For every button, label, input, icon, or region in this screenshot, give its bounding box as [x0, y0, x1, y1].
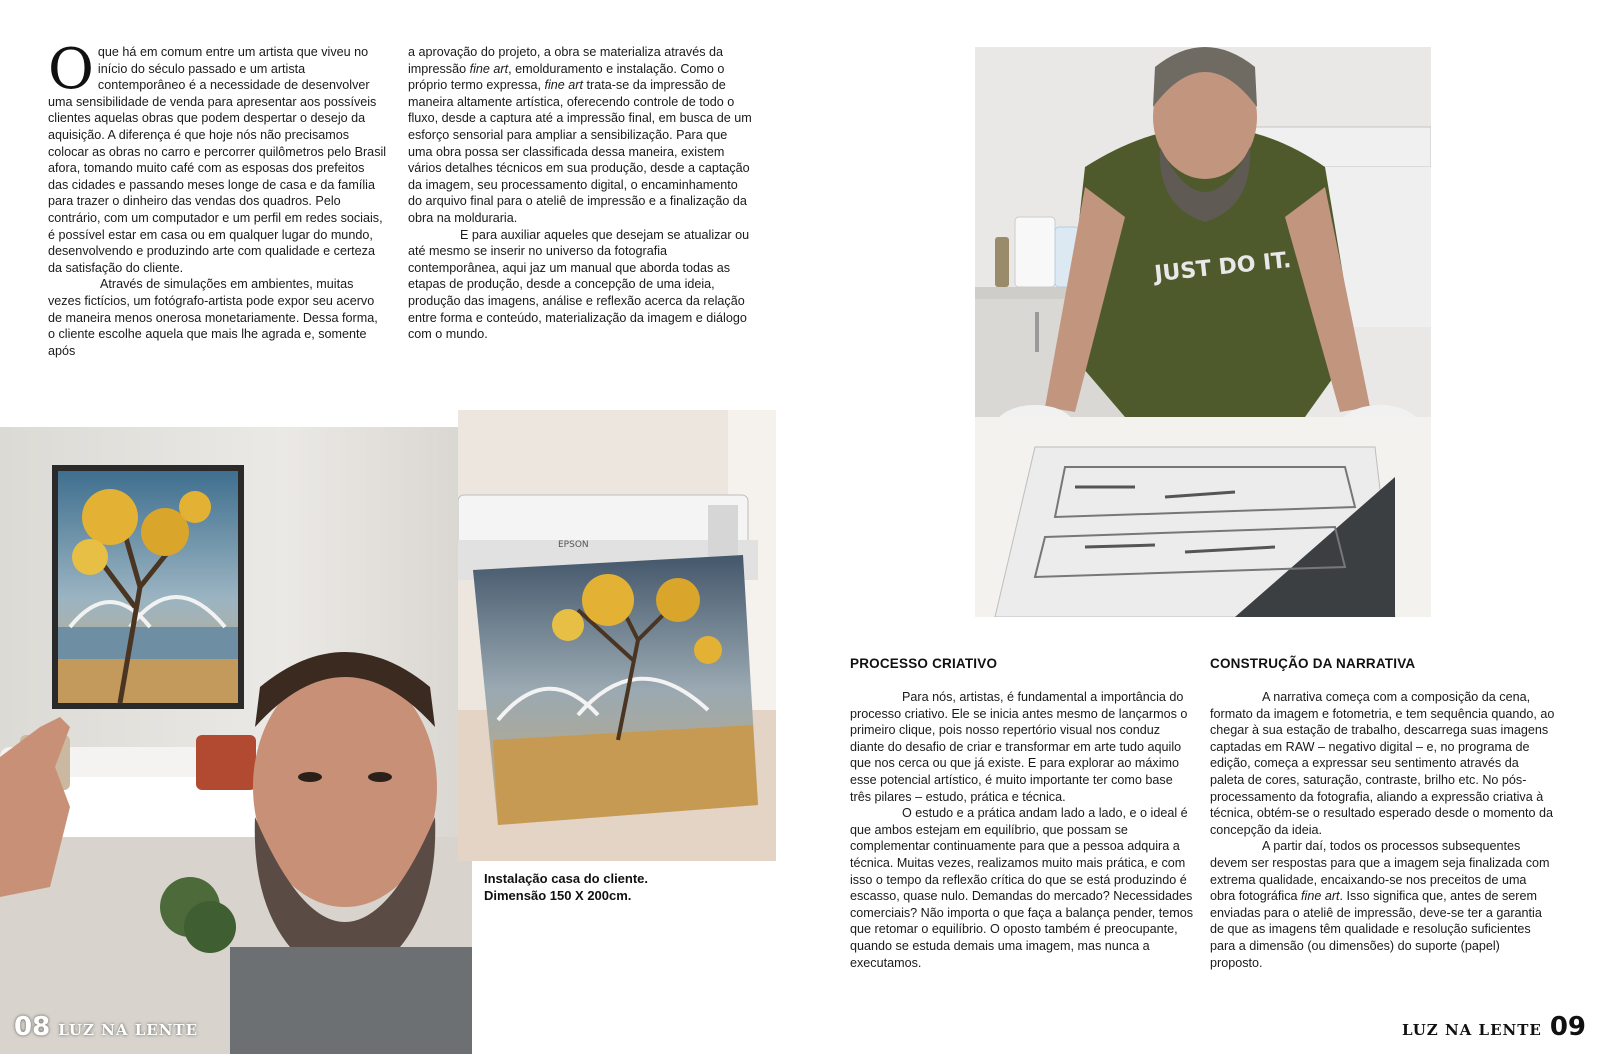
- section-heading-processo-criativo: PROCESSO CRIATIVO: [850, 656, 998, 671]
- article-column-4: [1210, 689, 1555, 971]
- photo-caption: [484, 870, 648, 904]
- footer-right: [1402, 1012, 1586, 1042]
- paragraph: Através de simulações em ambientes, muitas vezes fictícios, um fotógrafo-artista pode expor seu acervo de maneira menos onerosa monetariamente. Dessa forma, o cliente escolhe aquela que mais lhe agrada e, somente após: [48, 277, 378, 358]
- section-heading-construcao-da-narrativa: CONSTRUÇÃO DA NARRATIVA: [1210, 656, 1416, 671]
- room-illustration: [0, 427, 472, 1054]
- magazine-name: LUZ NA LENTE: [58, 1021, 199, 1039]
- intro-paragraph: [48, 37, 388, 276]
- drop-cap: O: [48, 37, 94, 102]
- article-column-2: [408, 44, 753, 343]
- emphasis: fine art: [1301, 889, 1340, 904]
- text-run: , emolduramento e instalação. Como o próprio termo expressa,: [408, 61, 725, 93]
- text-run: A partir daí, todos os processos subsequentes devem ser respostas para que a imagem seja finalizada com extrema qualidade, encaixando-se nos preceitos de uma obra fotográfica: [1210, 839, 1550, 904]
- caption-line: Dimensão 150 X 200cm.: [484, 888, 632, 903]
- artist-illustration: [975, 47, 1431, 617]
- text-run: . Isso significa que, antes de serem enviadas para o ateliê de impressão, deve-se ter a garantia de que as imagens têm qualidade e resolução suficientes para a dimensão (ou dimensões) do suporte (papel) proposto.: [1210, 889, 1542, 970]
- text-run: trata-se da impressão de maneira altamente artística, oferecendo controle de todo o fluxo, desde a captura até a impressão final, em busca de um esforço sensorial para ampliar a sensibilização. Para que uma obra possa ser classificada dessa maneira, existem vários detalhes técnicos em sua produção, desde a captação da imagem, seu processamento digital, o encaminhamento do arquivo final para o ateliê de impressão e a finalização da obra na molduraria.: [408, 78, 752, 225]
- article-column-3: [850, 689, 1195, 971]
- photo-client-installation: [0, 427, 472, 1054]
- emphasis: fine art: [469, 61, 509, 76]
- caption-line: Instalação casa do cliente.: [484, 871, 649, 886]
- footer-left: [14, 1012, 198, 1042]
- emphasis: fine art: [544, 78, 584, 93]
- shirt-slogan: JUST DO IT.: [1153, 247, 1293, 288]
- magazine-name: LUZ NA LENTE: [1401, 1021, 1542, 1039]
- paragraph: [408, 44, 753, 227]
- paragraph: E para auxiliar aqueles que desejam se atualizar ou até mesmo se inserir no universo da fotografia contemporânea, aqui jaz um manual que aborda todas as etapas de produção, desde a concepção de uma ideia, produção das imagens, análise e reflexão acerca da relação entre forma e conteúdo, materialização da imagem e diálogo com o mundo.: [408, 227, 750, 342]
- photo-artist-inspecting-print: [975, 47, 1431, 617]
- printer-illustration: [458, 410, 776, 861]
- paragraph: [1210, 838, 1555, 971]
- page-number: 08: [14, 1012, 51, 1042]
- intro-text: que há em comum entre um artista que viveu no início do século passado e um artista contemporâneo é a necessidade de desenvolver uma sensibilidade de venda para apresentar aos possíveis clientes aquelas obras que podem despertar o desejo da aquisição. A diferença é que hoje nós não precisamos colocar as obras no carro e percorrer quilômetros pelo Brasil afora, tomando muito café com as esposas dos prefeitos das cidades e passando meses longe de casa e da família para trazer o dinheiro das vendas dos quadros. Pelo contrário, com um computador e um perfil em redes sociais, é possível estar em casa ou em qualquer lugar do mundo, desenvolvendo e produzindo arte com qualidade e certeza da satisfação do cliente.: [48, 45, 387, 275]
- paragraph: Para nós, artistas, é fundamental a importância do processo criativo. Ele se inicia antes mesmo de lançarmos o primeiro clique, pois nosso repertório visual nos conduz diante do desafio de criar e transformar em arte tudo aquilo que nos cerca ou que já existe. E para explorar ao máximo esse potencial artístico, é muito importante ter como base três pilares – estudo, prática e técnica.: [850, 690, 1188, 804]
- photo-printer: [458, 410, 776, 861]
- article-column-1: [48, 37, 388, 359]
- text-run: a aprovação do projeto, a obra se materializa através da impressão: [408, 45, 724, 76]
- paragraph: O estudo e a prática andam lado a lado, e o ideal é que ambos estejam em equilíbrio, que possam se complementar continuamente para que a pessoa adquira a técnica. Muitas vezes, realizamos muito mais prática, e com isso o tempo da reflexão crítica do que se está produzindo é escasso, quase nulo. Demandas do mercado? Necessidades comerciais? Não importa o que faça a balança pender, temos que retomar o equilíbrio. O oposto também é preocupante, quando se estuda demais uma imagem, mas nunca a executamos.: [850, 806, 1194, 970]
- printer-brand-label: EPSON: [558, 540, 589, 550]
- paragraph: A narrativa começa com a composição da cena, formato da imagem e fotometria, e tem sequência quando, ao chegar à sua estação de trabalho, descarrega suas imagens captadas em RAW – negativo digital – e, no programa de edição, começa a expressar seu sentimento através da paleta de cores, saturação, contraste, brilho etc. No pós-processamento da fotografia, aliando a expressão criativa à técnica, obtém-se o resultado esperado desde o momento da concepção da ideia.: [1210, 690, 1555, 837]
- page-number: 09: [1549, 1012, 1586, 1042]
